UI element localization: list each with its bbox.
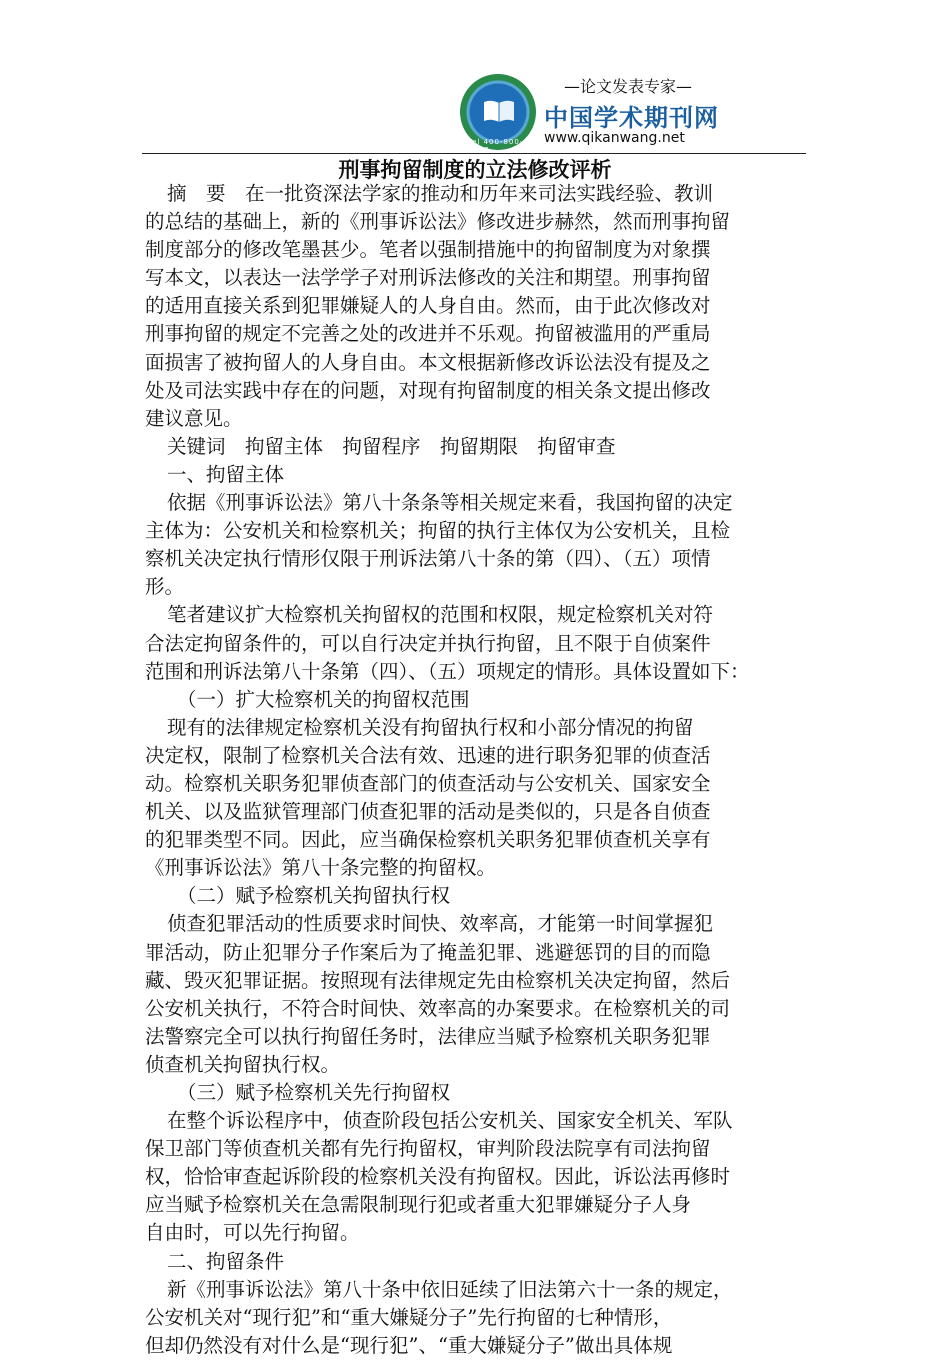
subsection-heading: （三）赋予检察机关先行拘留权 xyxy=(177,1081,451,1104)
body-line: 新《刑事诉讼法》第八十条中依旧延续了旧法第六十一条的规定， xyxy=(167,1277,733,1301)
body-line: 《刑事诉讼法》第八十条完整的拘留权。 xyxy=(145,856,497,880)
subsection-heading: （一）扩大检察机关的拘留权范围 xyxy=(177,687,470,711)
body-line: 应当赋予检察机关在急需限制现行犯或者重大犯罪嫌疑分子人身 xyxy=(145,1193,692,1217)
body-line: 察机关决定执行情形仅限于刑诉法第八十条的第（四）、（五）项情 xyxy=(145,547,711,571)
section-heading: 一、拘留主体 xyxy=(167,462,285,486)
body-line: 形。 xyxy=(145,575,185,599)
body-line: 摘 要 在一批资深法学家的推动和历年来司法实践经验、教训 xyxy=(167,182,714,205)
header-divider xyxy=(142,153,806,154)
site-url: www.qikanwang.net xyxy=(544,130,685,146)
body-line: 公安机关对“现行犯”和“重大嫌疑分子”先行拘留的七种情形， xyxy=(145,1305,673,1329)
body-line: 制度部分的修改笔墨甚少。笔者以强制措施中的拘留制度为对象撰 xyxy=(145,238,711,262)
body-line: 藏、毁灭犯罪证据。按照现有法律规定先由检察机关决定拘留，然后 xyxy=(145,968,731,992)
body-line: 公安机关执行，不符合时间快、效率高的办案要求。在检察机关的司 xyxy=(145,996,731,1020)
body-line: 罪活动，防止犯罪分子作案后为了掩盖犯罪、逃避惩罚的目的而隐 xyxy=(145,940,711,964)
open-book-icon xyxy=(482,98,516,124)
body-line: 保卫部门等侦查机关都有先行拘留权，审判阶段法院享有司法拘留 xyxy=(145,1137,711,1161)
body-line: 权，恰恰审查起诉阶段的检察机关没有拘留权。因此，诉讼法再修时 xyxy=(145,1165,731,1189)
body-line: 的犯罪类型不同。因此，应当确保检察机关职务犯罪侦查机关享有 xyxy=(145,828,711,852)
subsection-heading: （二）赋予检察机关拘留执行权 xyxy=(177,884,451,908)
body-line: 决定权，限制了检察机关合法有效、迅速的进行职务犯罪的侦查活 xyxy=(145,743,711,767)
tagline: —论文发表专家— xyxy=(564,77,693,96)
body-line: 刑事拘留的规定不完善之处的改进并不乐观。拘留被滥用的严重局 xyxy=(145,322,711,346)
body-line: 法警察完全可以执行拘留任务时，法律应当赋予检察机关职务犯罪 xyxy=(145,1024,711,1048)
body-line: 动。检察机关职务犯罪侦查部门的侦查活动与公安机关、国家安全 xyxy=(145,771,711,795)
body-line: 写本文，以表达一法学学子对刑诉法修改的关注和期望。刑事拘留 xyxy=(145,266,711,290)
body-line: 面损害了被拘留人的人身自由。本文根据新修改诉讼法没有提及之 xyxy=(145,350,711,374)
keywords-line: 关键词 拘留主体 拘留程序 拘留期限 拘留审查 xyxy=(167,434,616,458)
body-line: 建议意见。 xyxy=(145,406,243,430)
body-line: 在整个诉讼程序中，侦查阶段包括公安机关、国家安全机关、军队 xyxy=(167,1109,733,1133)
globe-book-logo xyxy=(460,74,536,154)
body-line: 的总结的基础上，新的《刑事诉讼法》修改进步赫然，然而刑事拘留 xyxy=(145,210,731,234)
body-line: 机关、以及监狱管理部门侦查犯罪的活动是类似的，只是各自侦查 xyxy=(145,800,711,824)
body-line: 处及司法实践中存在的问题，对现有拘留制度的相关条文提出修改 xyxy=(145,378,711,402)
body-line: 侦查犯罪活动的性质要求时间快、效率高，才能第一时间掌握犯 xyxy=(167,912,714,936)
body-line: 自由时，可以先行拘留。 xyxy=(145,1221,360,1245)
section-heading: 二、拘留条件 xyxy=(167,1249,285,1273)
brand-name: 中国学术期刊网 xyxy=(544,104,719,132)
logo-ring-text: Tel 400-800-1222 xyxy=(468,138,524,154)
body-line: 但却仍然没有对什么是“现行犯”、“重大嫌疑分子”做出具体规 xyxy=(145,1333,673,1357)
body-line: 依据《刑事诉讼法》第八十条条等相关规定来看，我国拘留的决定 xyxy=(167,491,733,515)
body-line: 侦查机关拘留执行权。 xyxy=(145,1052,341,1076)
site-header xyxy=(460,68,719,154)
body-line: 的适用直接关系到犯罪嫌疑人的人身自由。然而，由于此次修改对 xyxy=(145,294,711,318)
body-line: 范围和刑诉法第八十条第（四）、（五）项规定的情形。具体设置如下： xyxy=(145,659,750,683)
body-line: 笔者建议扩大检察机关拘留权的范围和权限，规定检察机关对符 xyxy=(167,603,714,627)
body-line: 现有的法律规定检察机关没有拘留执行权和小部分情况的拘留 xyxy=(167,715,694,739)
document-title: 刑事拘留制度的立法修改评析 xyxy=(338,157,612,182)
body-line: 主体为：公安机关和检察机关；拘留的执行主体仅为公安机关，且检 xyxy=(145,519,731,543)
body-line: 合法定拘留条件的，可以自行决定并执行拘留，且不限于自侦案件 xyxy=(145,631,711,655)
document-body xyxy=(145,180,797,1360)
